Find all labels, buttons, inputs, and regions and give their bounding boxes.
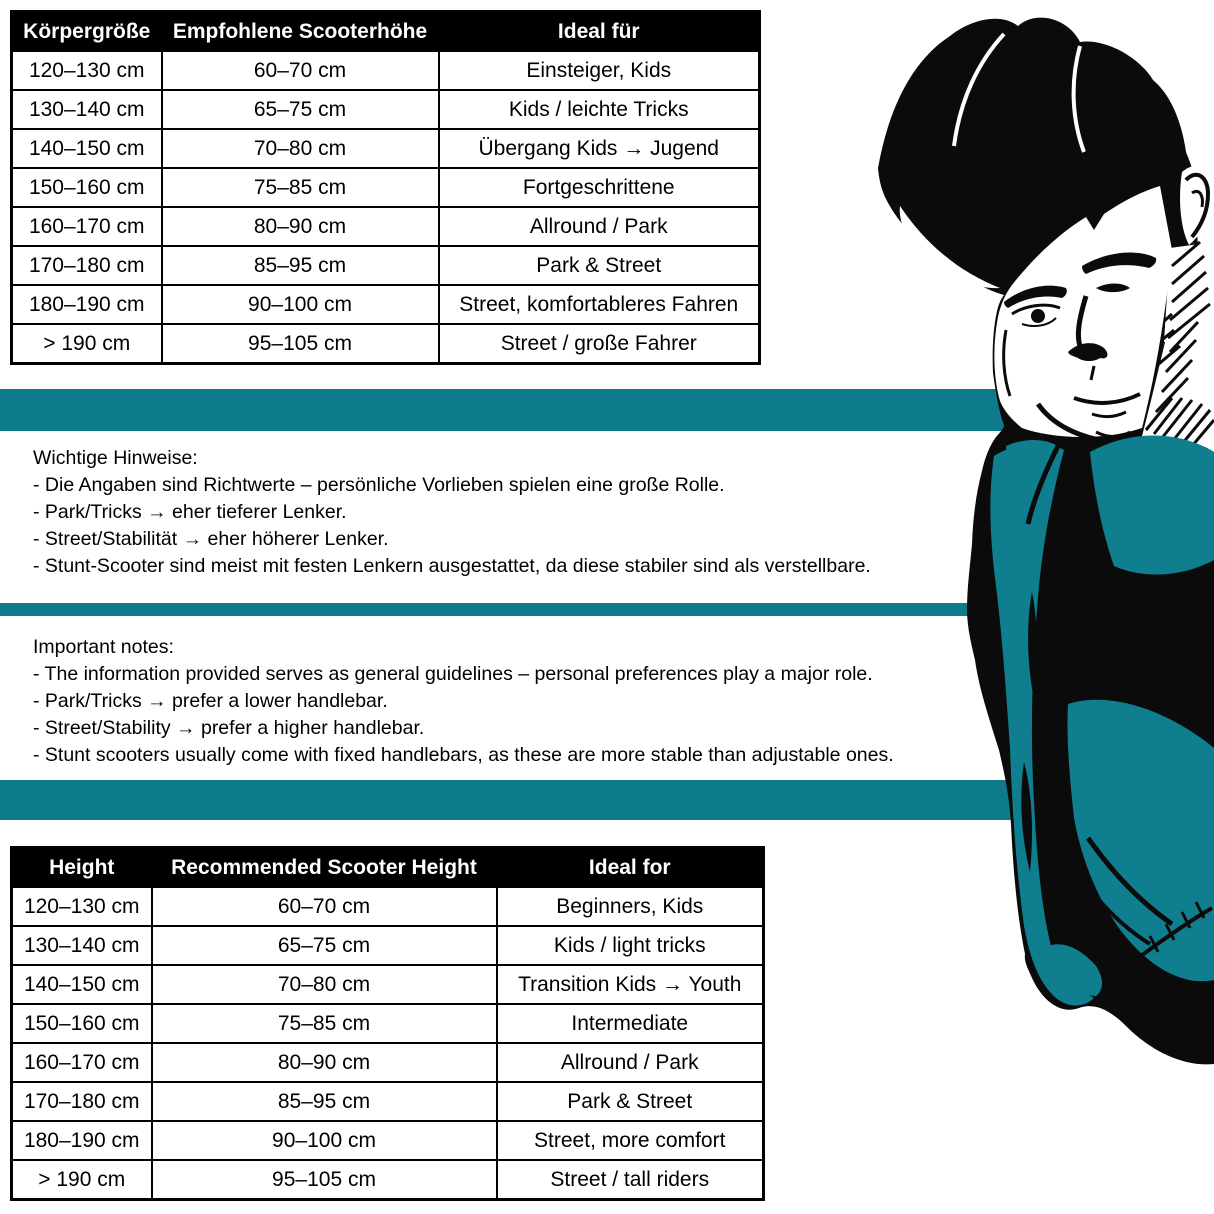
size-table-german	[10, 10, 761, 365]
note-item: - Park/Tricks → eher tieferer Lenker.	[33, 501, 347, 523]
table-cell: Intermediate	[497, 1004, 764, 1043]
notes-german	[33, 445, 963, 580]
size-table-english	[10, 846, 765, 1201]
table-cell: > 190 cm	[12, 324, 162, 364]
header-cell: Recommended Scooter Height	[152, 848, 497, 888]
notes-english	[33, 634, 963, 769]
table-cell: Fortgeschrittene	[439, 168, 760, 207]
table-cell: Street / tall riders	[497, 1160, 764, 1200]
table-cell: 85–95 cm	[152, 1082, 497, 1121]
header-cell: Height	[12, 848, 152, 888]
notes-title: Wichtige Hinweise:	[33, 447, 198, 469]
table-row	[12, 1082, 764, 1121]
table-cell: Street, more comfort	[497, 1121, 764, 1160]
table-cell: Street, komfortableres Fahren	[439, 285, 760, 324]
header-cell: Empfohlene Scooterhöhe	[162, 12, 439, 52]
header-cell: Ideal for	[497, 848, 764, 888]
table-cell: Transition Kids → Youth	[497, 965, 764, 1004]
header-row	[12, 12, 760, 52]
table-row	[12, 246, 760, 285]
table-cell: Kids / light tricks	[497, 926, 764, 965]
table-cell: 140–150 cm	[12, 965, 152, 1004]
header-cell: Ideal für	[439, 12, 760, 52]
table-cell: 130–140 cm	[12, 90, 162, 129]
note-item: - The information provided serves as general guidelines – personal preferences play a major role.	[33, 663, 873, 685]
note-item: - Die Angaben sind Richtwerte – persönliche Vorlieben spielen eine große Rolle.	[33, 474, 725, 496]
table-row	[12, 324, 760, 364]
table-cell: 65–75 cm	[162, 90, 439, 129]
table-cell: Übergang Kids → Jugend	[439, 129, 760, 168]
table-cell: Park & Street	[439, 246, 760, 285]
table-row	[12, 887, 764, 926]
note-item: - Stunt scooters usually come with fixed handlebars, as these are more stable than adjustable ones.	[33, 744, 894, 766]
table-cell: 180–190 cm	[12, 1121, 152, 1160]
note-item: - Street/Stability → prefer a higher handlebar.	[33, 717, 425, 739]
table-row	[12, 168, 760, 207]
table-cell: 60–70 cm	[152, 887, 497, 926]
table-cell: 90–100 cm	[162, 285, 439, 324]
table-cell: 170–180 cm	[12, 246, 162, 285]
table-cell: 80–90 cm	[162, 207, 439, 246]
table-cell: 60–70 cm	[162, 51, 439, 90]
table-row	[12, 1043, 764, 1082]
table-cell: 80–90 cm	[152, 1043, 497, 1082]
table-cell: 70–80 cm	[162, 129, 439, 168]
table-cell: Beginners, Kids	[497, 887, 764, 926]
table-cell: 140–150 cm	[12, 129, 162, 168]
table-cell: 85–95 cm	[162, 246, 439, 285]
table-cell: Einsteiger, Kids	[439, 51, 760, 90]
table-cell: 70–80 cm	[152, 965, 497, 1004]
header-row	[12, 848, 764, 888]
note-item: - Park/Tricks → prefer a lower handlebar.	[33, 690, 388, 712]
table-cell: 120–130 cm	[12, 51, 162, 90]
table-cell: 95–105 cm	[152, 1160, 497, 1200]
table-cell: 75–85 cm	[152, 1004, 497, 1043]
table-cell: Street / große Fahrer	[439, 324, 760, 364]
table-cell: 75–85 cm	[162, 168, 439, 207]
header-cell: Körpergröße	[12, 12, 162, 52]
table-row	[12, 1121, 764, 1160]
table-cell: 120–130 cm	[12, 887, 152, 926]
table-cell: 130–140 cm	[12, 926, 152, 965]
note-item: - Stunt-Scooter sind meist mit festen Lenkern ausgestattet, da diese stabiler sind als verstellbare.	[33, 555, 871, 577]
note-item: - Street/Stabilität → eher höherer Lenker.	[33, 528, 389, 550]
notes-title: Important notes:	[33, 636, 174, 658]
table-cell: 180–190 cm	[12, 285, 162, 324]
table-cell: 160–170 cm	[12, 207, 162, 246]
table-cell: 95–105 cm	[162, 324, 439, 364]
table-cell: Allround / Park	[439, 207, 760, 246]
table-cell: 150–160 cm	[12, 1004, 152, 1043]
table-cell: 160–170 cm	[12, 1043, 152, 1082]
table-row	[12, 285, 760, 324]
table-cell: 65–75 cm	[152, 926, 497, 965]
table-row	[12, 51, 760, 90]
table-row	[12, 90, 760, 129]
table-cell: 170–180 cm	[12, 1082, 152, 1121]
table-row	[12, 129, 760, 168]
table-cell: 150–160 cm	[12, 168, 162, 207]
table-row	[12, 207, 760, 246]
table-row	[12, 1004, 764, 1043]
table-cell: Park & Street	[497, 1082, 764, 1121]
table-cell: Kids / leichte Tricks	[439, 90, 760, 129]
table-cell: 90–100 cm	[152, 1121, 497, 1160]
table-cell: > 190 cm	[12, 1160, 152, 1200]
table-row	[12, 1160, 764, 1200]
table-cell: Allround / Park	[497, 1043, 764, 1082]
left-pupil	[1031, 309, 1045, 323]
table-row	[12, 965, 764, 1004]
table-row	[12, 926, 764, 965]
